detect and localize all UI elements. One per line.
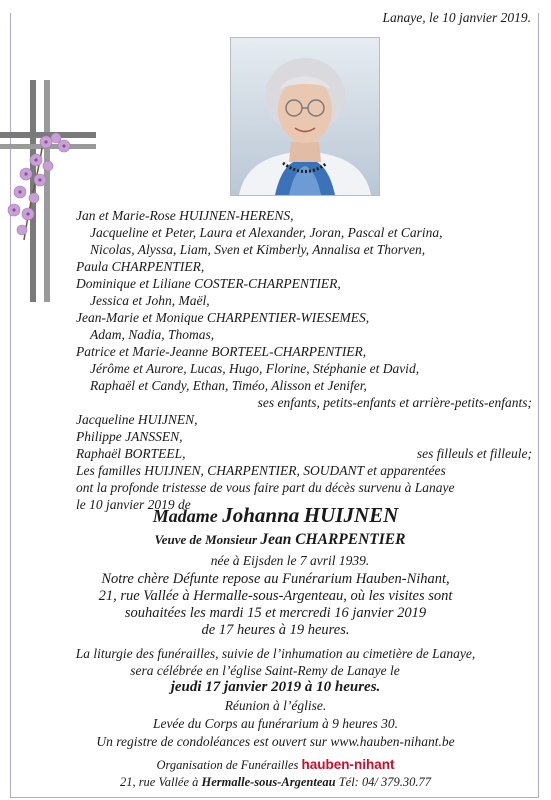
detail-line: La liturgie des funérailles, suivie de l’inhumation au cimetière de Lanaye,: [75, 646, 476, 661]
family-line: Philippe JANSSEN,: [76, 429, 183, 444]
detail-line: Levée du Corps au funérarium à 9 heures 30.: [152, 716, 399, 731]
family-line: ont la profonde tristesse de vous faire part du décès survenu à Lanaye: [76, 480, 455, 495]
widow-prefix: Veuve de Monsieur: [154, 532, 258, 547]
footer-address-city: Hermalle-sous-Argenteau: [201, 775, 336, 789]
family-line: ses enfants, petits-enfants et arrière-petits-enfants;: [257, 395, 532, 410]
condolence-register-line: Un registre de condoléances est ouvert sur www.hauben-nihant.be: [96, 734, 455, 749]
family-line: Jacqueline HUIJNEN,: [76, 412, 198, 427]
deceased-prefix: Madame: [152, 506, 218, 526]
family-line: Raphaël et Candy, Ethan, Timéo, Alisson et Jenifer,: [90, 378, 367, 393]
footer-address-prefix: 21, rue Vallée à: [119, 775, 199, 789]
detail-line: souhaitées les mardi 15 et mercredi 16 janvier 2019: [124, 605, 427, 621]
family-line: Jan et Marie-Rose HUIJNEN-HERENS,: [76, 208, 294, 223]
family-line: Jérôme et Aurore, Lucas, Hugo, Florine, Stéphanie et David,: [90, 361, 420, 376]
family-line: Raphaël BORTEEL,: [76, 446, 186, 461]
family-line: Adam, Nadia, Thomas,: [90, 327, 215, 342]
family-line: Jessica et John, Maël,: [90, 293, 210, 308]
birth-line: née à Eijsden le 7 avril 1939.: [210, 553, 370, 568]
deceased-first-name: Johanna: [222, 503, 300, 527]
widow-line: [0, 532, 551, 548]
family-line: ses filleuls et filleule;: [416, 446, 532, 461]
family-line: Nicolas, Alyssa, Liam, Sven et Kimberly, Annalisa et Thorven,: [90, 242, 426, 257]
deceased-last-name: HUIJNEN: [303, 503, 399, 527]
detail-line: sera célébrée en l’église Saint-Remy de Lanaye le: [130, 663, 400, 678]
detail-line: de 17 heures à 19 heures.: [201, 622, 350, 638]
family-line: le 10 janvier 2019 de: [76, 497, 191, 512]
footer-address: [0, 774, 551, 790]
footer-org-prefix: Organisation de Funérailles: [156, 758, 299, 772]
footer-phone: Tél: 04/ 379.30.77: [338, 775, 432, 789]
footer-organisation: [0, 757, 551, 773]
family-line: Patrice et Marie-Jeanne BORTEEL-CHARPENTIER,: [76, 344, 367, 359]
family-line: Jacqueline et Peter, Laura et Alexander, Joran, Pascal et Carina,: [90, 225, 443, 240]
detail-line: Notre chère Défunte repose au Funérarium Hauben-Nihant,: [101, 571, 450, 587]
detail-line: Réunion à l’église.: [224, 698, 327, 713]
portrait-photo: [230, 37, 380, 196]
ceremony-datetime: jeudi 17 janvier 2019 à 10 heures.: [170, 679, 381, 695]
brand-logo: hauben-nihant: [301, 757, 395, 772]
detail-line: 21, rue Vallée à Hermalle-sous-Argenteau, où les visites sont: [98, 588, 453, 604]
family-line: Dominique et Liliane COSTER-CHARPENTIER,: [76, 276, 341, 291]
family-line: Paula CHARPENTIER,: [76, 259, 205, 274]
widow-of: Jean CHARPENTIER: [260, 531, 406, 548]
date-line: Lanaye, le 10 janvier 2019.: [382, 10, 531, 25]
family-line: Les familles HUIJNEN, CHARPENTIER, SOUDANT et apparentées: [76, 463, 446, 478]
family-line: Jean-Marie et Monique CHARPENTIER-WIESEMES,: [76, 310, 370, 325]
